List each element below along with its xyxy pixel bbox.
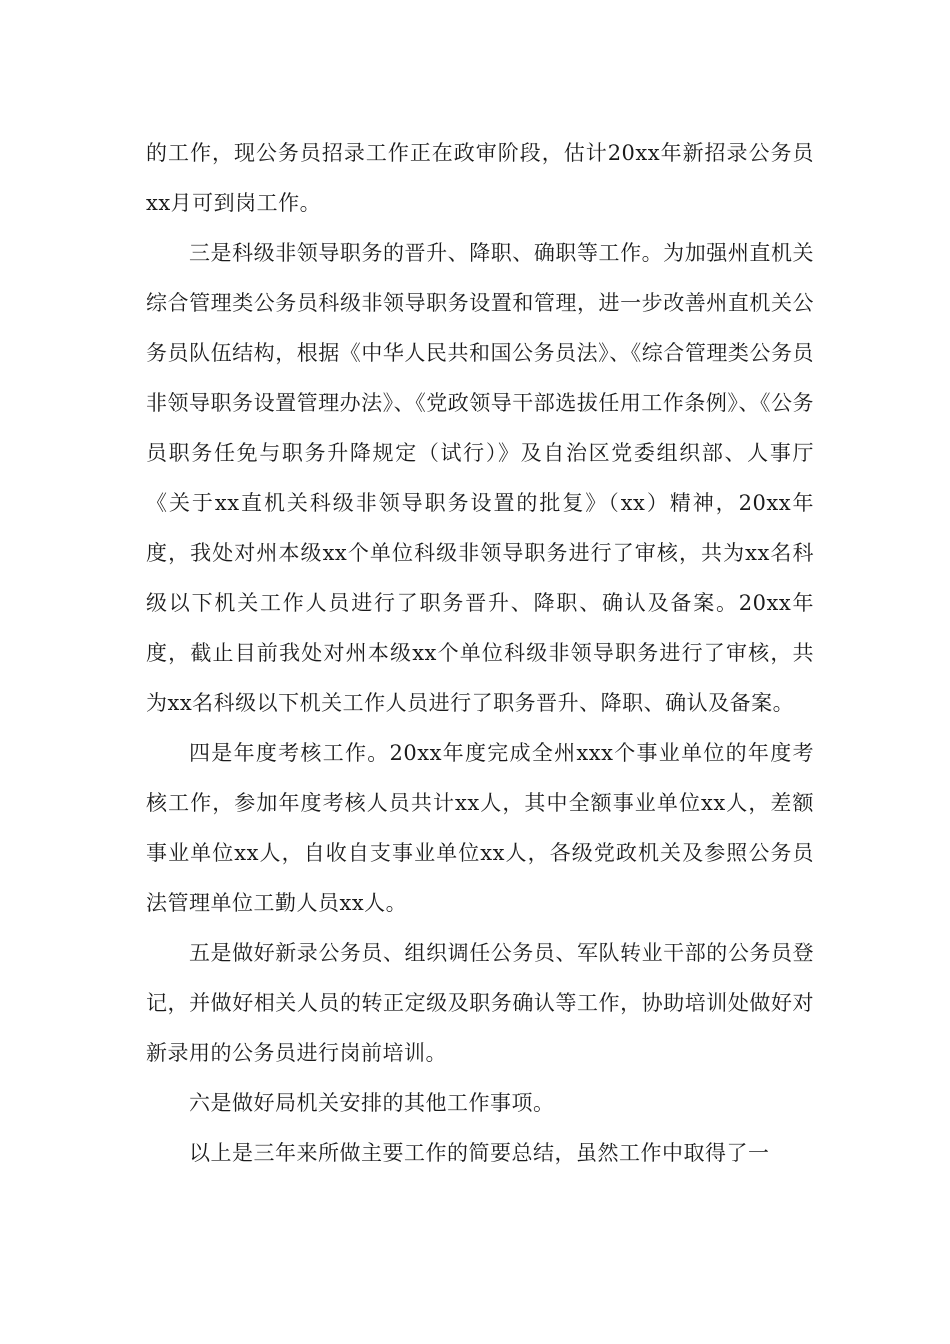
document-body — [146, 128, 814, 1178]
paragraph-item-four-annual-assessment: 四是年度考核工作。20xx年度完成全州xxx个事业单位的年度考核工作，参加年度考核人员共计xx人，其中全额事业单位xx人，差额事业单位xx人，自收自支事业单位xx人，各级党政机关及参照公务员法管理单位工勤人员xx人。 — [146, 741, 814, 915]
paragraph-item-six-other-tasks: 六是做好局机关安排的其他工作事项。 — [189, 1091, 555, 1115]
paragraph-item-five-registration: 五是做好新录公务员、组织调任公务员、军队转业干部的公务员登记，并做好相关人员的转正定级及职务确认等工作，协助培训处做好对新录用的公务员进行岗前培训。 — [146, 941, 814, 1065]
paragraph-summary: 以上是三年来所做主要工作的简要总结，虽然工作中取得了一 — [189, 1141, 770, 1165]
paragraph-item-three-rank-promotion: 三是科级非领导职务的晋升、降职、确职等工作。为加强州直机关综合管理类公务员科级非领导职务设置和管理，进一步改善州直机关公务员队伍结构，根据《中华人民共和国公务员法》、《综合管理类公务员非领导职务设置管理办法》、《党政领导干部选拔任用工作条例》、《公务员职务任免与职务升降规定（试行）》及自治区党委组织部、人事厅《关于xx直机关科级非领导职务设置的批复》（xx）精神，20xx年度，我处对州本级xx个单位科级非领导职务进行了审核，共为xx名科级以下机关工作人员进行了职务晋升、降职、确认及备案。20xx年度，截止目前我处对州本级xx个单位科级非领导职务进行了审核，共为xx名科级以下机关工作人员进行了职务晋升、降职、确认及备案。 — [146, 241, 814, 715]
paragraph-continued-recruitment: 的工作，现公务员招录工作正在政审阶段，估计20xx年新招录公务员xx月可到岗工作。 — [146, 141, 814, 215]
